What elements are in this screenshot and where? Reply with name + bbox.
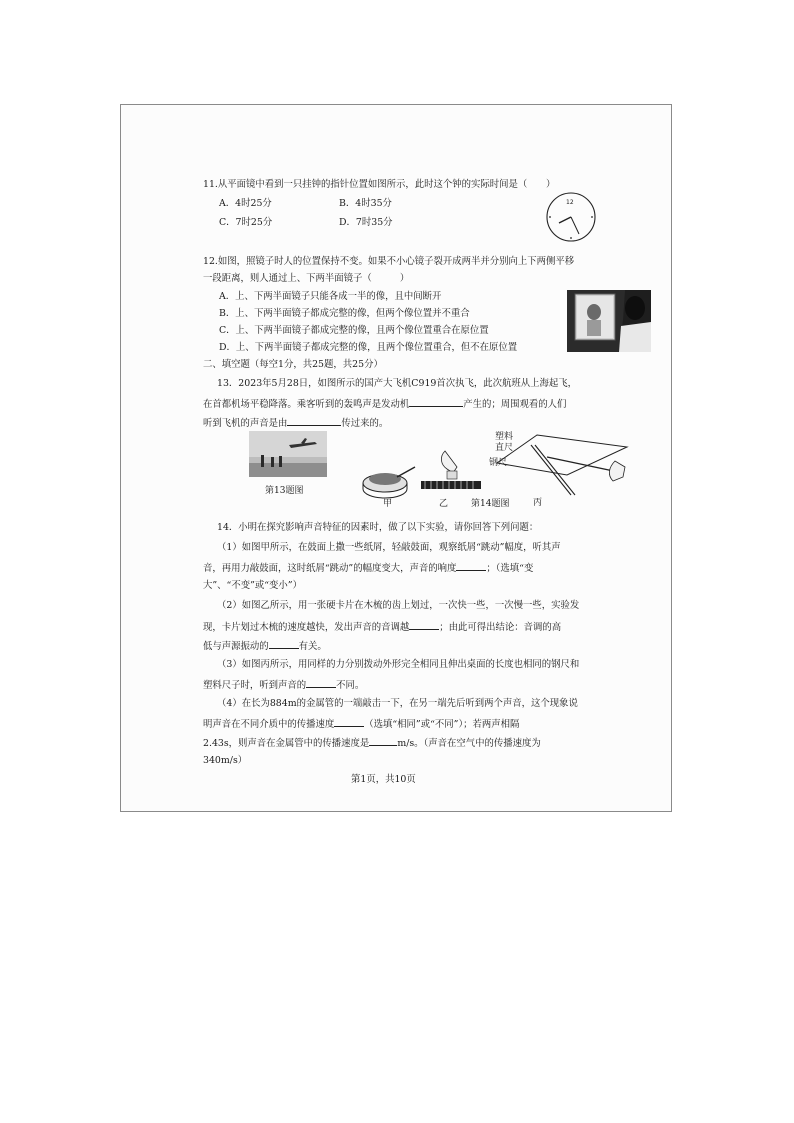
drum-figure	[361, 465, 417, 497]
q14-blank-1[interactable]	[456, 560, 486, 571]
q13-line1: 13．2023年5月28日，如图所示的国产大飞机C919首次执飞，此次航班从上海起飞，	[217, 378, 578, 389]
q14-p4-text-b: （选填“相同”或“不同”）；若两声相隔	[364, 719, 520, 730]
label-jia: 甲	[383, 499, 393, 509]
q14-p4-line2	[203, 716, 519, 731]
page-footer: 第1页，共10页	[351, 774, 416, 785]
q14-blank-6[interactable]	[369, 735, 397, 746]
q12-option-a: A．上、下两半面镜子只能各成一半的像，且中间断开	[219, 291, 442, 302]
q12-option-b: B．上、下两半面镜子都成完整的像，但两个像位置并不重合	[219, 308, 470, 319]
mirror-photo	[567, 290, 651, 352]
clock-numeral: 12	[566, 199, 574, 206]
q13-blank-2[interactable]	[287, 415, 341, 426]
q14-p4-line4: 340m/s）	[203, 755, 248, 766]
q13-line3-text-b: 传过来的。	[341, 418, 389, 429]
q12-stem-line1: 12.如图，照镜子时人的位置保持不变。如果不小心镜子裂开成两半并分别向上下两侧平移	[203, 256, 575, 267]
q14-p1-line2	[203, 560, 533, 575]
q11-option-c: C．7时25分	[219, 217, 273, 228]
q14-p2-line3	[203, 638, 327, 653]
label-plastic: 塑料	[495, 432, 514, 442]
exam-page	[120, 104, 672, 812]
q12-option-c: C．上、下两半面镜子都成完整的像，且两个像位置重合在原位置	[219, 325, 489, 336]
q13-line2-text-b: 产生的；周围观看的人们	[463, 399, 567, 410]
q14-blank-2[interactable]	[409, 619, 439, 630]
q13-line3-text-a: 听到飞机的声音是由	[203, 418, 288, 429]
q14-blank-5[interactable]	[334, 716, 364, 727]
q14-p4-line1: （4）在长为884m的金属管的一端敲击一下，在另一端先后听到两个声音，这个现象说	[217, 698, 578, 709]
label-steel: 钢尺	[489, 458, 508, 468]
q11-option-d: D．7时35分	[339, 217, 393, 228]
q14-p2-line1: （2）如图乙所示，用一张硬卡片在木梳的齿上划过，一次快一些，一次慢一些，实验发	[217, 600, 580, 611]
q13-line3	[203, 415, 388, 430]
q14-p2-text-a: 现，卡片划过木梳的速度越快，发出声音的音调越	[203, 622, 410, 633]
q14-p3-line2	[203, 677, 364, 692]
mirror-clock-figure	[545, 191, 597, 243]
q14-p3-text-a: 塑料尺子时，听到声音的	[203, 680, 307, 691]
q14-p3-text-b: 不同。	[336, 680, 365, 691]
label-bing: 丙	[533, 498, 543, 508]
q14-p1-text-b: ；（选填“变	[486, 563, 534, 574]
airplane-photo	[249, 431, 327, 477]
fig14-caption: 第14题图	[471, 499, 510, 509]
q14-p4-line3	[203, 735, 541, 750]
q11-option-b: B．4时35分	[339, 198, 392, 209]
q14-p2-text-d: 有关。	[298, 641, 327, 652]
q14-p2-line2	[203, 619, 561, 634]
q14-p4-text-a: 明声音在不同介质中的传播速度	[203, 719, 335, 730]
label-yi: 乙	[439, 499, 449, 509]
q14-p4-text-c: 2.43s，则声音在金属管中的传播速度是	[203, 738, 370, 749]
section2-title: 二、填空题（每空1分，共25题，共25分）	[203, 359, 383, 370]
q14-p2-text-b: ；由此可得出结论：音调的高	[439, 622, 562, 633]
q13-blank-1[interactable]	[409, 396, 463, 407]
q13-line2-text-a: 在首都机场平稳降落。乘客听到的轰鸣声是发动机	[203, 399, 410, 410]
rulers-figure	[497, 427, 637, 499]
q14-p4-text-d: m/s。（声音在空气中的传播速度为	[397, 738, 541, 749]
q14-blank-4[interactable]	[306, 677, 336, 688]
fig13-caption: 第13题图	[265, 486, 304, 496]
q14-p1-line1: （1）如图甲所示，在鼓面上撒一些纸屑，轻敲鼓面，观察纸屑“跳动”幅度，听其声	[217, 542, 561, 553]
q14-blank-3[interactable]	[269, 638, 299, 649]
q14-intro: 14．小明在探究影响声音特征的因素时，做了以下实验，请你回答下列问题：	[217, 522, 539, 533]
q14-p3-line1: （3）如图丙所示，用同样的力分别拨动外形完全相同且伸出桌面的长度也相同的钢尺和	[217, 659, 580, 670]
q11-stem: 11.从平面镜中看到一只挂钟的指针位置如图所示，此时这个钟的实际时间是（ ）	[203, 179, 556, 190]
q12-stem-line2: 一段距离，则人通过上、下两半面镜子（ ）	[203, 273, 410, 284]
q12-option-d: D．上、下两半面镜子都成完整的像，且两个像位置重合，但不在原位置	[219, 342, 518, 353]
comb-figure	[419, 451, 483, 491]
q14-p2-text-c: 低与声源振动的	[203, 641, 269, 652]
label-ruler: 直尺	[495, 443, 514, 453]
q14-p1-line3: 大”、“不变”或“变小”）	[203, 580, 302, 591]
q11-option-a: A．4时25分	[219, 198, 272, 209]
q13-line2	[203, 396, 566, 411]
q14-p1-text-a: 音，再用力敲鼓面，这时纸屑“跳动”的幅度变大，声音的响度	[203, 563, 457, 574]
